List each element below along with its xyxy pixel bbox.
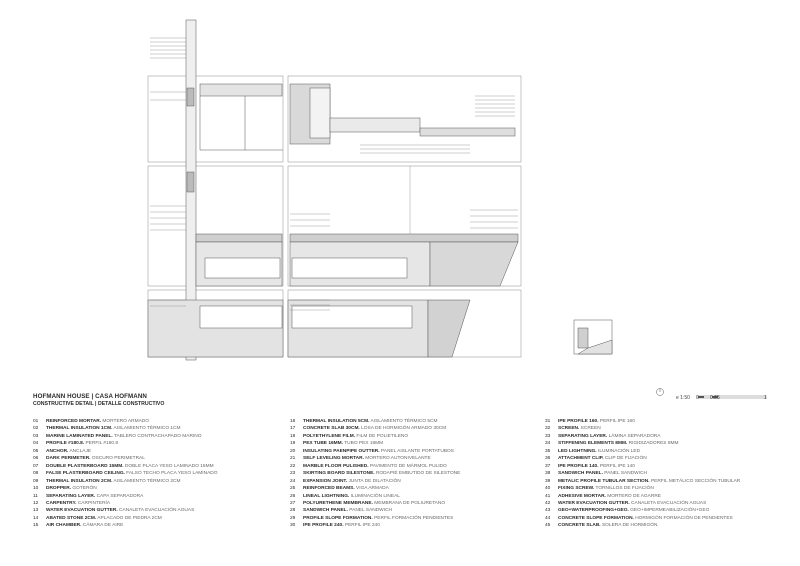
legend-item-number: 17	[290, 426, 296, 432]
legend-item-english: DOUBLE PLASTERBOARD 15MM.	[46, 463, 124, 469]
legend-item-spanish: PERFIL #180.8	[85, 441, 119, 447]
legend-item-number: 07	[33, 463, 39, 469]
legend-item-spanish: CANALETA EVACUACIÓN AGUAS	[631, 500, 707, 506]
legend-item	[545, 515, 795, 522]
legend-item-spanish: SCREEN	[580, 426, 601, 432]
legend-item-number: 13	[33, 508, 39, 514]
legend-item-english: CONCRETE SLOPE FORMATION.	[558, 515, 634, 521]
legend-item-english: THERMAL INSULATION 1CM.	[46, 426, 113, 432]
legend-item	[545, 425, 795, 432]
legend-item-number: 35	[545, 448, 551, 454]
legend-item-spanish: VIGA ARMADA	[356, 486, 389, 492]
legend-item-number: 41	[545, 493, 551, 499]
legend-item	[545, 448, 795, 455]
legend-item-number: 26	[290, 493, 296, 499]
legend-item-english: DARK PERIMETER.	[46, 456, 91, 462]
key-plan	[574, 320, 612, 354]
legend-item-spanish: LÁMINA SEPARADORA	[608, 433, 661, 439]
legend-item-english: SANDWICH PANEL.	[558, 471, 603, 477]
legend-item-number: 24	[290, 478, 296, 484]
legend-item	[33, 463, 283, 470]
opening-left	[205, 258, 280, 278]
legend-item	[33, 448, 283, 455]
legend-item	[33, 500, 283, 507]
legend-item-number: 42	[545, 500, 551, 506]
legend-item-spanish: APLACADO DE PIEDRA 2CM	[97, 515, 162, 521]
legend-item-number: 10	[33, 486, 39, 492]
legend-item-number: 38	[545, 471, 551, 477]
legend-item	[545, 440, 795, 447]
legend-column-1	[33, 418, 283, 530]
legend-item-spanish: TABLERO CONTRACHAPADO MARINO	[113, 433, 202, 439]
legend-item-english: CARPENTRY.	[46, 500, 77, 506]
roof-slab-left	[200, 84, 282, 96]
legend-item-spanish: CANALETA EVACUACIÓN AGUAS	[119, 508, 195, 514]
legend-item-english: FALSE PLASTERBOARD CEILING.	[46, 471, 125, 477]
legend-item-english: SKIRTING BOARD SILESTONE.	[303, 471, 375, 477]
legend-item-number: 09	[33, 478, 39, 484]
legend-item-number: 45	[545, 523, 551, 529]
legend-item-number: 30	[290, 523, 296, 529]
legend-item	[290, 522, 540, 529]
roof-beam-inner	[310, 88, 330, 138]
legend-item	[290, 455, 540, 462]
legend-item-english: IPE PROFILE 160.	[558, 419, 599, 424]
legend-item-spanish: PERFIL FORMACIÓN PENDIENTES	[374, 515, 454, 521]
legend-item-spanish: TORNILLOS DE FIJACIÓN	[595, 486, 654, 492]
legend-item	[545, 493, 795, 500]
legend-item-english: REINFORCED BEAMS.	[303, 486, 355, 492]
legend-item-spanish: JUNTA DE DILATACIÓN	[348, 478, 401, 484]
legend-column-3	[545, 418, 795, 530]
legend-item-spanish: ILUMINACIÓN LED	[597, 448, 641, 454]
legend-item-english: PEX TUBE 16MM.	[303, 441, 343, 447]
legend-item-number: 44	[545, 515, 551, 521]
legend-item-spanish: RODAPIÉ EMBUTIDO DE SILESTONE	[375, 471, 461, 477]
legend-item-english: WATER EVACUATION GUTTER.	[558, 500, 630, 506]
top-leader-lines	[150, 38, 186, 58]
legend-item-english: SELF LEVELING MORTAR.	[303, 456, 364, 462]
legend-item-spanish: HORMIGÓN FORMACIÓN DE PENDIENTES	[635, 515, 733, 521]
legend-item-spanish: PAVIMENTO DE MÁRMOL PULIDO	[369, 463, 447, 469]
legend-item	[33, 507, 283, 514]
legend-item-english: WATER EVACUATION GUTTER.	[46, 508, 118, 514]
canopy-slab	[420, 128, 515, 136]
legend-item-english: REINFORCED MORTAR.	[46, 419, 102, 424]
legend-item-english: GEO+WATERPROOFING+GEO.	[558, 508, 629, 514]
legend-item-english: ANCHOR.	[46, 448, 69, 454]
legend-item-number: 20	[290, 448, 296, 454]
legend-item-english: SEPARATING LAYER.	[46, 493, 96, 499]
legend-item	[33, 522, 283, 529]
legend-item	[290, 493, 540, 500]
legend-item	[545, 433, 795, 440]
legend-item-english: ABATED STONE 2CM.	[46, 515, 97, 521]
window-frame-2	[187, 172, 194, 192]
legend-item-spanish: AISLAMIENTO TÉRMICO 1CM	[113, 426, 181, 432]
legend-item	[290, 478, 540, 485]
legend-item	[33, 455, 283, 462]
legend-item-spanish: CAPA SEPARADORA	[96, 493, 144, 499]
legend-item-english: FIXING SCREW.	[558, 486, 595, 492]
legend-item-english: INSULATING PAENPIPE OUTTER.	[303, 448, 380, 454]
lower-opening-left	[200, 306, 282, 328]
legend-item-english: CONCRETE SLAB.	[558, 523, 601, 529]
legend-item-number: 12	[33, 500, 39, 506]
legend-item-number: 11	[33, 493, 38, 499]
legend-item-english: THERMAL INSULATION 5CM.	[303, 419, 370, 424]
legend-item-number: 16	[290, 419, 296, 424]
legend-item-english: LINEAL LIGHTNING.	[303, 493, 350, 499]
slab-edge	[430, 242, 518, 286]
legend-item-english: ATTACHMENT CLIP.	[558, 456, 604, 462]
legend-item	[33, 425, 283, 432]
legend-item-english: IPE PROFILE 140.	[558, 463, 599, 469]
legend-item-english: THERMAL INSULATION 2CM.	[46, 478, 113, 484]
legend-item	[290, 448, 540, 455]
legend-item-number: 39	[545, 478, 551, 484]
legend-item-english: CONCRETE SLAB 30CM.	[303, 426, 360, 432]
middle-leader-lines	[150, 166, 518, 234]
legend-item-english: SANDWICH PANEL.	[303, 508, 348, 514]
legend-item-spanish: PANEL AISLANTE PORTATUBOS	[380, 448, 454, 454]
legend-item	[545, 418, 795, 425]
legend-item-number: 25	[290, 486, 296, 492]
legend-item-english: POLYETHYLENE FILM.	[303, 433, 356, 439]
legend-item-spanish: GOTERÓN	[72, 486, 97, 492]
legend-item-number: 01	[33, 419, 39, 424]
legend-item	[545, 470, 795, 477]
drawing-subtitle: CONSTRUCTIVE DETAIL | DETALLE CONSTRUCTIVO	[33, 401, 165, 407]
legend-item-number: 27	[290, 500, 296, 506]
floor-slab-right	[290, 234, 518, 242]
project-title: HOFMANN HOUSE | CASA HOFMANN	[33, 393, 147, 400]
legend-item-english: MARINE LAMINATED PANEL.	[46, 433, 113, 439]
legend-item-spanish: PANEL SANDWICH	[349, 508, 392, 514]
legend-item-spanish: MORTERO ARMADO	[102, 419, 149, 424]
legend-item-spanish: CÁMARA DE AIRE	[82, 523, 124, 529]
legend-item	[545, 522, 795, 529]
legend-item-number: 28	[290, 508, 296, 514]
legend-item-number: 32	[545, 426, 551, 432]
legend-item-number: 33	[545, 433, 551, 439]
legend-item-spanish: PERFIL METÁLICO SECCIÓN TUBULAR	[650, 478, 741, 484]
legend-item	[290, 470, 540, 477]
legend-item-number: 14	[33, 515, 39, 521]
legend-item-spanish: ANCLAJE	[69, 448, 92, 454]
legend-item-number: 04	[33, 441, 39, 447]
opening-right	[292, 258, 407, 278]
scale-bar	[698, 396, 766, 398]
legend-column-2	[290, 418, 540, 530]
floor-slab-left	[196, 234, 282, 242]
legend-item-spanish: RIGIDIZADORES 8MM	[628, 441, 679, 447]
legend-item-spanish: MORTERO AUTONIVELANTE	[365, 456, 431, 462]
legend-item-spanish: MORTERO DE AGARRE	[607, 493, 661, 499]
legend-item-number: 19	[290, 441, 296, 447]
legend-item-english: LED LIGHTNING.	[558, 448, 597, 454]
legend-item	[545, 507, 795, 514]
legend-item-spanish: LOSA DE HORMIGÓN ARMADO 30CM	[361, 426, 447, 432]
legend-item	[33, 485, 283, 492]
legend-item	[33, 433, 283, 440]
legend-item-english: ADHESIVE MORTAR.	[558, 493, 606, 499]
legend-item-number: 21	[290, 456, 296, 462]
legend-item-spanish: DOBLE PLACA YESO LAMINADO 15MM	[124, 463, 214, 469]
legend-item-number: 34	[545, 441, 551, 447]
legend-item-spanish: AISLAMIENTO TÉRMICO 2CM	[113, 478, 181, 484]
legend-item-number: 03	[33, 433, 39, 439]
legend-item	[290, 425, 540, 432]
legend-item	[290, 500, 540, 507]
scale-tick-2: 1	[764, 395, 767, 401]
legend-item	[33, 478, 283, 485]
legend-item	[290, 515, 540, 522]
legend-item-spanish: PANEL SANDWICH	[604, 471, 647, 477]
legend-item-english: METALIC PROFILE TUBULAR SECTION.	[558, 478, 650, 484]
lower-opening-right	[292, 306, 412, 328]
legend-item-number: 36	[545, 456, 551, 462]
legend-item-spanish: OSCURO PERIMETRAL	[91, 456, 145, 462]
legend-item-spanish: CARPINTERÍA	[77, 500, 111, 506]
legend-item-english: POLYURETHENE MEMBRANE.	[303, 500, 373, 506]
legend-item	[290, 507, 540, 514]
legend-item	[545, 478, 795, 485]
legend-item-spanish: PERFIL IPE 140	[599, 463, 635, 469]
legend-item-number: 40	[545, 486, 551, 492]
legend-item-spanish: PERFIL IPE 240	[344, 523, 380, 529]
legend-item-english: AIR CHAMBER.	[46, 523, 82, 529]
legend-item	[290, 433, 540, 440]
legend-item-english: EXPANSION JOINT.	[303, 478, 348, 484]
legend-item	[545, 485, 795, 492]
legend-item-number: 29	[290, 515, 296, 521]
legend-item-number: 08	[33, 471, 39, 477]
legend-item-spanish: ILUMINACIÓN LINEAL	[350, 493, 400, 499]
scale-tick-1: 0.25	[710, 395, 720, 401]
legend-item	[33, 515, 283, 522]
legend-item-spanish: AISLAMIENTO TÉRMICO 5CM	[370, 419, 438, 424]
legend-item-english: SCREEN.	[558, 426, 580, 432]
legend-item-number: 15	[33, 523, 39, 529]
window-frame-1	[187, 88, 194, 106]
legend-item	[33, 470, 283, 477]
legend-item	[33, 493, 283, 500]
legend-item-number: 06	[33, 456, 39, 462]
legend-item-spanish: FALSO TECHO PLACA YESO LAMINADO	[126, 471, 218, 477]
legend-item-english: IPE PROFILE 240.	[303, 523, 344, 529]
legend-item-spanish: MEMBRANA DE POLIURETANO	[374, 500, 446, 506]
legend-item	[290, 440, 540, 447]
legend-item-number: 37	[545, 463, 551, 469]
legend-item	[545, 463, 795, 470]
legend-item-number: 31	[545, 419, 551, 424]
legend-item	[33, 418, 283, 425]
legend-item-number: 05	[33, 448, 39, 454]
legend-item-number: 23	[290, 471, 296, 477]
legend-item-english: MARBLE FLOOR PULISHED.	[303, 463, 369, 469]
legend-item-spanish: CLIP DE FIJACIÓN	[604, 456, 647, 462]
legend-item	[545, 500, 795, 507]
legend-item	[545, 455, 795, 462]
legend-item	[290, 485, 540, 492]
legend-item-number: 18	[290, 433, 296, 439]
legend-item-english: STIFFENING ELEMENTS 8MM.	[558, 441, 628, 447]
legend-item-spanish: SOLERA DE HORMIGÓN	[601, 523, 658, 529]
legend-item-english: SEPARATING LAYER.	[558, 433, 608, 439]
legend-item-english: PROFILE SLOPE FORMATION.	[303, 515, 373, 521]
legend-item-number: 02	[33, 426, 39, 432]
scale-tick-0: 0	[696, 395, 699, 401]
foundation-edge	[428, 300, 470, 357]
legend-item	[290, 463, 540, 470]
legend-item	[290, 418, 540, 425]
legend-item-spanish: GEO+IMPERMEABILIZACIÓN+GEO	[630, 508, 710, 514]
legend-item-english: PROFILE #180.8.	[46, 441, 85, 447]
legend-item-spanish: TUBO PEX 16MM	[344, 441, 384, 447]
scale-label: e 1:50	[676, 395, 690, 401]
legend-item-spanish: FILM DE POLIETILENO	[356, 433, 409, 439]
legend-item	[33, 440, 283, 447]
roof-cantilever	[330, 118, 420, 132]
legend-item-number: 43	[545, 508, 551, 514]
legend-item-spanish: PERFIL IPE 160	[599, 419, 635, 424]
legend-item-number: 22	[290, 463, 296, 469]
legend-item-english: DROPPER.	[46, 486, 72, 492]
